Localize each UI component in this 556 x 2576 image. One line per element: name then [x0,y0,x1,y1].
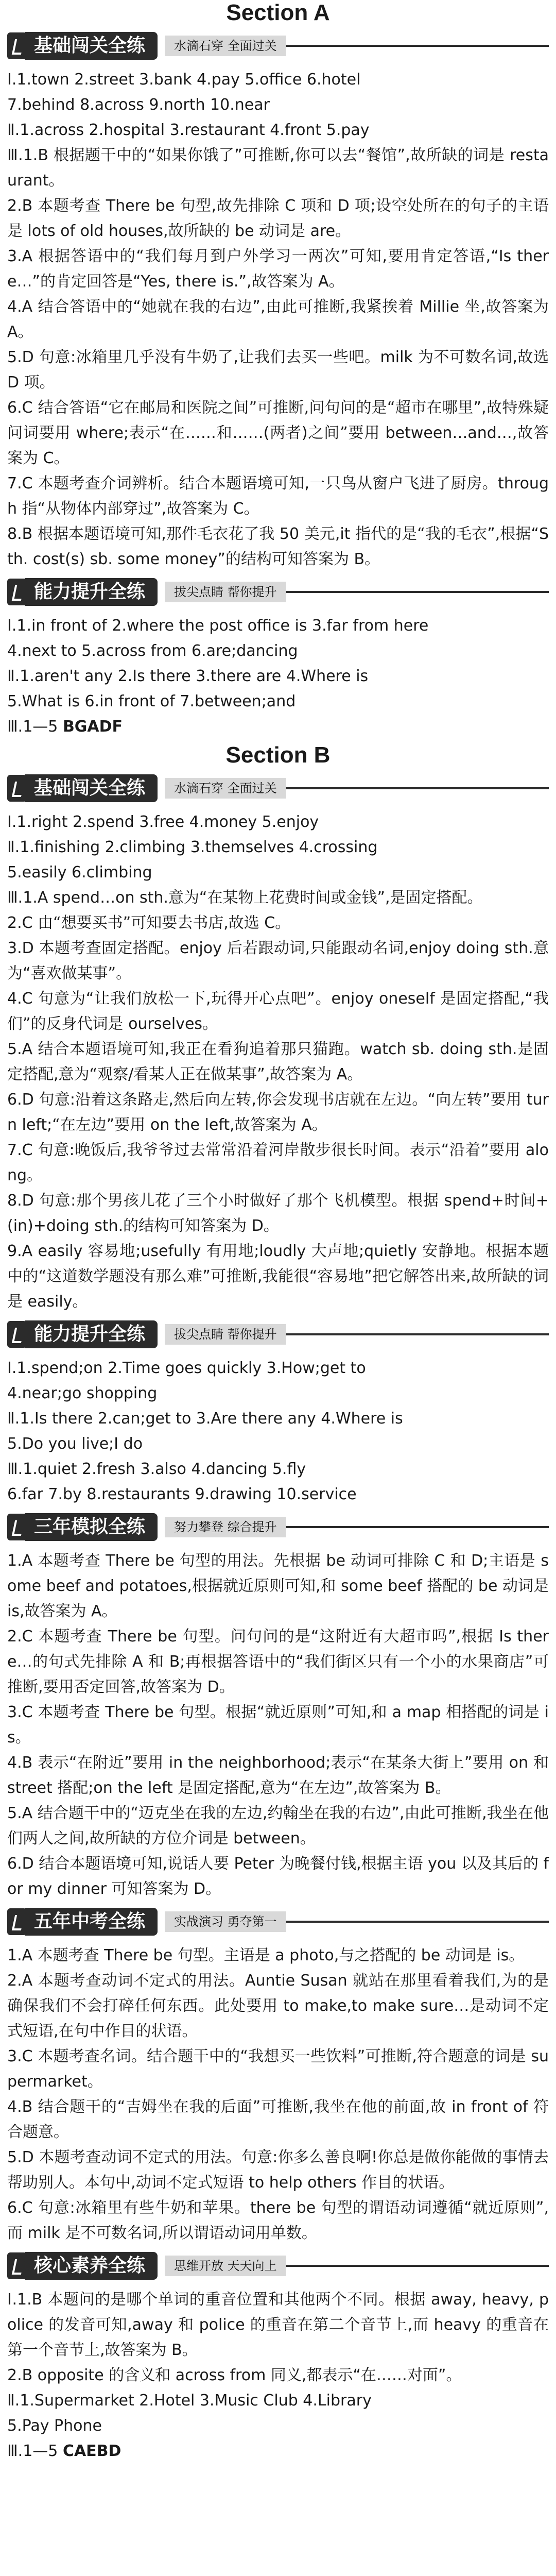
check-icon [7,1321,27,1348]
check-icon [7,1908,27,1935]
section-b-three-year-title: 三年模拟全练 [25,1513,158,1541]
answer-explanation: Ⅲ.1.A spend…on sth.意为“在某物上花费时间或金钱”,是固定搭配。 [7,889,483,907]
section-b-ability-slogan: 拔尖点睛 帮你提升 [165,1324,286,1345]
section-b-ability-banner [7,1317,549,1351]
answer-explanation: 2.C 由“想要买书”可知要去书店,故选 C。 [7,914,291,932]
answer-explanation: 4.C 句意为“让我们放松一下,玩得开心点吧”。enjoy oneself 是固定搭配,“我们”的反身代词是 ourselves。 [7,990,549,1033]
answer-line: Ⅰ.1.right 2.spend 3.free 4.money 5.enjoy [7,813,319,831]
answer-explanation: 3.D 本题考查固定搭配。enjoy 后若跟动词,只能跟动名词,enjoy doing sth.意为“喜欢做某事”。 [7,939,549,982]
answer-explanation: 4.B 表示“在附近”要用 in the neighborhood;表示“在某条大街上”要用 on 和 street 搭配;on the left 是固定搭配,意为“在左边”,故答案为 B。 [7,1754,549,1797]
answer-line: Ⅱ.1.Is there 2.can;get to 3.Are there any 4.Where is [7,1410,403,1428]
check-icon [7,1514,27,1540]
answer-explanation: 3.C 本题考查 There be 句型。根据“就近原则”可知,和 a map 相搭配的词是 is。 [7,1703,549,1747]
banner-rule [286,45,549,47]
banner-rule [286,1921,549,1923]
answer-explanation: 3.C 本题考查名词。结合题干中的“我想买一些饮料”可推断,符合题意的词是 supermarket。 [7,2047,549,2091]
answer-explanation: 9.A easily 容易地;usefully 有用地;loudly 大声地;quietly 安静地。根据本题中的“这道数学题没有那么难”可推断,我能很“容易地”把它解答出来,故所缺的词是 easily。 [7,1242,549,1311]
answer-line: 5.easily 6.climbing [7,863,152,882]
check-icon [7,579,27,605]
answer-explanation: 5.A 结合本题语境可知,我正在看狗追着那只猫跑。watch sb. doing sth.是固定搭配,意为“观察/看某人正在做某事”,故答案为 A。 [7,1040,549,1083]
section-b-three-year-slogan: 努力攀登 综合提升 [165,1517,286,1537]
section-b-ability-title: 能力提升全练 [25,1320,158,1348]
section-a-ability-title: 能力提升全练 [25,578,158,606]
answer-line: Ⅰ.1.in front of 2.where the post office is 3.far from here [7,617,429,635]
answer-explanation: 6.D 句意:沿着这条路走,然后向左转,你会发现书店就在左边。“向左转”要用 turn left;“在左边”要用 on the left,故答案为 A。 [7,1091,549,1134]
section-a-basic-banner [7,29,549,63]
answer-line: Ⅰ.1.town 2.street 3.bank 4.pay 5.office 6.hotel [7,71,361,89]
answer-line: Ⅱ.1.aren't any 2.Is there 3.there are 4.Where is [7,667,369,685]
answer-explanation: 4.A 结合答语中的“她就在我的右边”,由此可推断,我紧挨着 Millie 坐,故答案为 A。 [7,298,549,341]
answer-line: 6.far 7.by 8.restaurants 9.drawing 10.service [7,1485,357,1503]
answer-line: 5.Do you live;I do [7,1435,143,1453]
answer-explanation: 6.D 结合本题语境可知,说话人要 Peter 为晚餐付钱,根据主语 you 以及其后的 for my dinner 可知答案为 D。 [7,1855,549,1898]
answer-explanation: 1.A 本题考查 There be 句型的用法。先根据 be 动词可排除 C 和 D;主语是 some beef and potatoes,根据就近原则可知,和 some beef 搭配的 be 动词是 is,故答案为 A。 [7,1552,549,1620]
check-icon [7,775,27,802]
section-b-basic-title: 基础闯关全练 [25,774,158,802]
banner-rule [286,787,549,789]
answer-explanation: 7.C 本题考查介词辨析。结合本题语境可知,一只鸟从窗户飞进了厨房。through 指“从物体内部穿过”,故答案为 C。 [7,474,549,518]
answer-line: Ⅰ.1.spend;on 2.Time goes quickly 3.How;get to [7,1359,366,1377]
banner-rule [286,1333,549,1335]
section-b-three-year-banner [7,1510,549,1544]
answer-explanation: 5.D 句意:冰箱里几乎没有牛奶了,让我们去买一些吧。milk 为不可数名词,故选 D 项。 [7,348,549,392]
section-b-core-title: 核心素养全练 [25,2252,158,2280]
section-b-five-year-title: 五年中考全练 [25,1908,158,1936]
answer-explanation: 4.B 结合题干的“吉姆坐在我的后面”可推断,我坐在他的前面,故 in front of 符合题意。 [7,2098,549,2141]
banner-rule [286,591,549,593]
answer-explanation: Ⅲ.1.B 根据题干中的“如果你饿了”可推断,你可以去“餐馆”,故所缺的词是 restaurant。 [7,146,549,190]
section-b-five-year-banner [7,1905,549,1939]
answer-explanation: 5.D 本题考查动词不定式的用法。句意:你多么善良啊!你总是做你能做的事情去帮助别人。本句中,动词不定式短语 to help others 作目的状语。 [7,2148,549,2192]
answer-explanation: 6.C 句意:冰箱里有些牛奶和苹果。there be 句型的谓语动词遵循“就近原则”,而 milk 是不可数名词,所以谓语动词用单数。 [7,2199,549,2242]
section-b-basic-slogan: 水滴石穿 全面过关 [165,778,286,799]
banner-rule [286,2265,549,2267]
answer-prefix: Ⅲ.1—5 [7,2442,63,2460]
answer-prefix: Ⅲ.1—5 [7,718,63,736]
answer-line: 5.Pay Phone [7,2417,102,2435]
section-b-five-year-slogan: 实战演习 勇夺第一 [165,1911,286,1932]
answer-line: 5.What is 6.in front of 7.between;and [7,692,296,710]
answer-line: Ⅱ.1.Supermarket 2.Hotel 3.Music Club 4.Library [7,2392,372,2410]
section-a-basic-title: 基础闯关全练 [25,32,158,60]
section-b-core-slogan: 思维开放 天天向上 [165,2256,286,2276]
section-a-heading: Section A [226,0,330,25]
answer-line: 4.near;go shopping [7,1384,158,1402]
answer-line [7,714,549,739]
answer-explanation: 5.A 结合题干中的“迈克坐在我的左边,约翰坐在我的右边”,由此可推断,我坐在他们两人之间,故所缺的方位介词是 between。 [7,1804,549,1848]
answer-line: Ⅲ.1.quiet 2.fresh 3.also 4.dancing 5.fly [7,1460,306,1478]
answer-line: 4.next to 5.across from 6.are;dancing [7,642,298,660]
answer-explanation: 1.A 本题考查 There be 句型。主语是 a photo,与之搭配的 be 动词是 is。 [7,1946,525,1964]
answer-key: CAEBD [62,2442,121,2460]
section-a-ability-slogan: 拔尖点睛 帮你提升 [165,582,286,602]
section-b-heading: Section B [225,742,331,768]
answer-line [7,2438,549,2464]
answer-explanation: 3.A 根据答语中的“我们每月到户外学习一两次”可知,要用肯定答语,“Is there…”的肯定回答是“Yes, there is.”,故答案为 A。 [7,247,549,291]
answer-explanation: 2.A 本题考查动词不定式的用法。Auntie Susan 就站在那里看着我们,为的是确保我们不会打碎任何东西。此处要用 to make,to make sure…是动词不定式短语,在句中作目的状语。 [7,1972,549,2040]
answer-key: BGADF [62,718,123,736]
answer-explanation: 2.B 本题考查 There be 句型,故先排除 C 项和 D 项;设空处所在的句子的主语是 lots of old houses,故所缺的 be 动词是 are。 [7,197,549,240]
banner-rule [286,1526,549,1528]
answer-explanation: 2.B opposite 的含义和 across from 同义,都表示“在……对面”。 [7,2366,462,2384]
answer-explanation: 6.C 结合答语“它在邮局和医院之间”可推断,问句问的是“超市在哪里”,故特殊疑问词要用 where;表示“在……和……(两者)之间”要用 between…and…,故答案为 C。 [7,399,549,467]
section-b-core-banner [7,2249,549,2283]
section-b-basic-banner [7,771,549,805]
answer-explanation: Ⅰ.1.B 本题问的是哪个单词的重音位置和其他两个不同。根据 away, heavy, police 的发音可知,away 和 police 的重音在第二个音节上,而 heavy 的重音在第一个音节上,故答案为 B。 [7,2291,549,2359]
section-a-ability-banner [7,575,549,609]
answer-line: 7.behind 8.across 9.north 10.near [7,96,270,114]
answer-explanation: 8.D 句意:那个男孩儿花了三个小时做好了那个飞机模型。根据 spend+时间+(in)+doing sth.的结构可知答案为 D。 [7,1192,549,1235]
answer-explanation: 2.C 本题考查 There be 句型。问句问的是“这附近有大超市吗”,根据 Is there…的句式先排除 A 和 B;再根据答语中的“我们街区只有一个小的水果商店”可推断,要用否定回答,故答案为 D。 [7,1628,549,1696]
answer-explanation: 8.B 根据本题语境可知,那件毛衣花了我 50 美元,it 指代的是“我的毛衣”,根据“Sth. cost(s) sb. some money”的结构可知答案为 B。 [7,525,549,568]
answer-line: Ⅱ.1.across 2.hospital 3.restaurant 4.front 5.pay [7,121,370,139]
section-a-basic-slogan: 水滴石穿 全面过关 [165,36,286,56]
answer-line: Ⅱ.1.finishing 2.climbing 3.themselves 4.crossing [7,838,378,856]
answer-explanation: 7.C 句意:晚饭后,我爷爷过去常常沿着河岸散步很长时间。表示“沿着”要用 along。 [7,1141,549,1184]
check-icon [7,32,27,59]
check-icon [7,2252,27,2279]
